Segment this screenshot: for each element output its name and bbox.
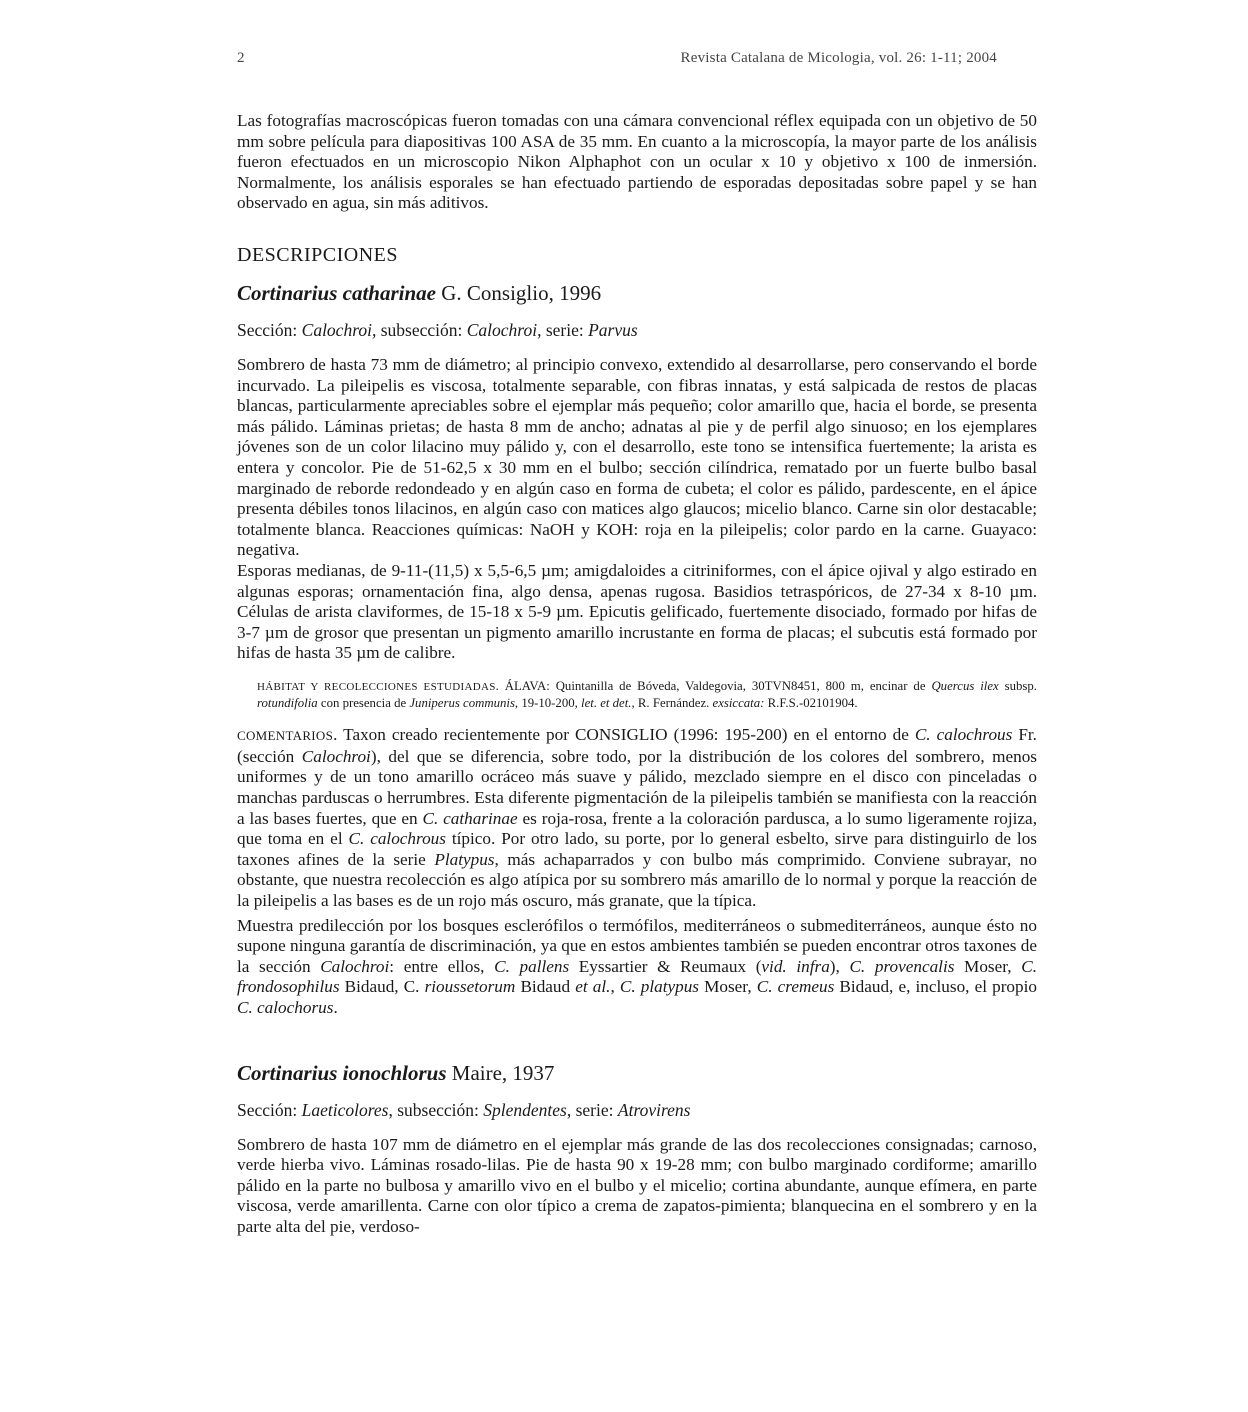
habitat-note-catharinae: [257, 678, 1037, 711]
ecology-italic: C. platypus: [619, 977, 699, 997]
journal-citation: Revista Catalana de Micologia, vol. 26: 1-11; 2004: [680, 50, 997, 66]
series-value: Parvus: [588, 319, 638, 340]
habitat-italic: exsiccata:: [712, 696, 765, 711]
ecology-italic: C. provencalis: [849, 956, 955, 976]
species-title-ionochlorus: [237, 1061, 1037, 1086]
habitat-italic: Quercus ilex: [931, 678, 999, 693]
ecology-text: Moser,: [698, 977, 757, 997]
ecology-text: ),: [829, 956, 850, 976]
ecology-text: Bidaud: [515, 977, 576, 997]
classification-catharinae: [237, 320, 1037, 341]
classification-ionochlorus: [237, 1100, 1037, 1121]
section-heading: DESCRIPCIONES: [237, 243, 398, 266]
ecology-text: Moser,: [954, 956, 1022, 976]
habitat-italic: let. et det.: [581, 696, 632, 711]
ecology-italic: C. cremeus: [756, 977, 835, 997]
ecology-text: Bidaud, C.: [339, 977, 425, 997]
ecology-italic: et al.: [575, 977, 611, 997]
ecology-text: Bidaud, e, incluso, el propio: [834, 977, 1037, 997]
comments-italic: C. calochrous: [348, 829, 446, 849]
page-number: 2: [237, 50, 245, 66]
running-header: [237, 50, 1037, 74]
habitat-italic: rotundifolia: [257, 696, 318, 711]
macro-description-ionochlorus: Sombrero de hasta 107 mm de diámetro en el ejemplar más grande de las dos recolecciones consignadas; carnoso, verde hierba vivo. Láminas rosado-lilas. Pie de hasta 90 x 19-28 mm; con bulbo marginado cordiforme; amarillo pálido en la parte no bulbosa y amarillo vivo en el bulbo y el micelio; cortina abundante, aunque efímera, en parte viscosa, verde amarillenta. Carne con olor típico a crema de zapatos-pimienta; blanquecina en el sombrero y en la parte alta del pie, verdoso-: [237, 1134, 1037, 1236]
comments-text: Fr. (sección: [237, 725, 1037, 766]
ecology-text: .: [333, 998, 338, 1017]
species-author: G. Consiglio, 1996: [435, 280, 602, 305]
habitat-text: R.F.S.-02101904.: [764, 696, 858, 711]
comments-text: ), del que se diferencia, sobre todo, por la distribución de los colores del sombrero, menos uniformes y de un tono amarillo ocráceo más suave y pálido, mezclado siempre en el disco con pinceladas o manchas parduscas o herrumbres. Esta diferente pigmentación de la pileipelis también se manifiesta con la reacción a las bases fuertes, que en: [237, 746, 1037, 828]
section-value: Laeticolores: [301, 1099, 389, 1120]
comments-italic: Platypus: [434, 849, 495, 869]
habitat-label: HÁBITAT Y RECOLECCIONES ESTUDIADAS: [257, 680, 496, 693]
subsection-label: , subsección:: [388, 1099, 484, 1120]
comments-italic: C. calochrous: [914, 725, 1013, 745]
micro-description-catharinae: Esporas medianas, de 9-11-(11,5) x 5,5-6,5 µm; amigdaloides a citriniformes, con el ápice ojival y algo estirado en algunas esporas; ornamentación fina, algo densa, apenas rugosa. Basidios tetraspóricos, de 27-34 x 8-10 µm. Células de arista claviformes, de 15-18 x 5-9 µm. Epicutis gelificado, fuertemente disociado, formado por hifas de 3-7 µm de grosor que presentan un pigmento amarillo incrustante en forma de placas; el subcutis está formado por hifas de hasta 35 µm de calibre.: [237, 560, 1037, 663]
ecology-paragraph: [237, 916, 1037, 1019]
ecology-text: : entre ellos,: [389, 956, 495, 976]
comments-italic: Calochroi: [301, 746, 371, 766]
species-author: Maire, 1937: [446, 1060, 555, 1085]
comments-text: . Taxon creado recientemente por CONSIGLIO (1996: 195-200) en el entorno de: [333, 725, 915, 745]
subsection-value: Splendentes: [483, 1099, 567, 1120]
comments-label: COMENTARIOS: [237, 728, 334, 744]
comments-italic: C. catharinae: [422, 808, 518, 828]
ecology-italic: vid. infra: [761, 956, 830, 976]
page-body: [237, 111, 1037, 1238]
methods-paragraph: Las fotografías macroscópicas fueron tomadas con una cámara convencional réflex equipada con un objetivo de 50 mm sobre película para diapositivas 100 ASA de 35 mm. En cuanto a la microscopía, la mayor parte de los análisis fueron efectuados en un microscopio Nikon Alphaphot con un ocular x 10 y objetivo x 100 de inmersión. Normalmente, los análisis esporales se han efectuado partiendo de esporadas depositadas sobre papel y se han observado en agua, sin más aditivos.: [237, 111, 1037, 213]
ecology-italic: rioussetorum: [424, 977, 516, 997]
species-title-catharinae: [237, 281, 1037, 306]
habitat-text: con presencia de: [317, 696, 410, 711]
habitat-text: , 19-10-200,: [514, 696, 582, 711]
comments-text: es roja-rosa, frente a la coloración parduscа, a lo sumo ligeramente rojiza, que toma en el: [237, 808, 1037, 849]
species-name: Cortinarius catharinae: [237, 280, 436, 305]
subsection-value: Calochroi,: [466, 319, 542, 340]
ecology-text: Eyssartier & Reumaux (: [569, 956, 762, 976]
series-label: serie:: [541, 319, 589, 340]
comments-text: típico. Por otro lado, su porte, por lo general esbelto, sirve para distinguirlo de los taxones afines de la serie: [237, 829, 1037, 869]
habitat-text: subsp.: [998, 678, 1037, 693]
species-name: Cortinarius ionochlorus: [237, 1060, 447, 1085]
series-value: Atrovirens: [617, 1099, 691, 1120]
habitat-text: , R. Fernández.: [631, 696, 713, 711]
subsection-label: subsección:: [376, 319, 467, 340]
comments-paragraph: [237, 725, 1037, 911]
habitat-italic: Juniperus communis: [409, 696, 515, 711]
section-label: Sección:: [237, 319, 302, 340]
macro-description-catharinae: Sombrero de hasta 73 mm de diámetro; al principio convexo, extendido al desarrollarse, pero conservando el borde incurvado. La pileipelis es viscosa, totalmente separable, con fibras innatas, y está salpicada de restos de placas blancas, particularmente apreciables sobre el ejemplar más pequeño; color amarillo que, hacia el borde, se presenta más pálido. Láminas prietas; de hasta 8 mm de ancho; adnatas al pie y de perfil algo sinuoso; en los ejemplares jóvenes son de un color lilacino muy pálido y, con el desarrollo, este tono se intensifica fuertemente; la arista es entera y concolor. Pie de 51-62,5 x 30 mm en el bulbo; sección cilíndrica, rematado por un fuerte bulbo basal marginado de reborde redondeado y en algún caso en forma de cubeta; el color es pálido, pardescente, en el ápice presenta débiles tonos lilacinos, en algún caso con matices algo glaucos; micelio blanco. Carne sin olor destacable; totalmente blanca. Reacciones químicas: NaOH y KOH: roja en la pileipelis; color pardo en la carne. Guayaco: negativa.: [237, 354, 1037, 560]
series-label: , serie:: [566, 1099, 618, 1120]
ecology-italic: Calochroi: [320, 956, 390, 976]
ecology-italic: C. pallens: [494, 956, 570, 976]
section-label: Sección:: [237, 1099, 302, 1120]
ecology-text: Muestra predilección por los bosques esclerófilos o termófilos, mediterráneos o submediterráneos, aunque ésto no supone ninguna garantía de discriminación, ya que en estos ambientes también se pueden encontrar otros taxones de la sección: [237, 915, 1037, 976]
ecology-italic: C. calochorus: [237, 998, 334, 1017]
ecology-text: ,: [610, 977, 620, 997]
comments-text: , más achaparrados y con bulbo más comprimido. Conviene subrayar, no obstante, que nuestra recolección es algo atípica por su sombrero más amarillo de lo normal y porque la reacción de la pileipelis a las bases es de un rojo más oscuro, más granate, que la típica.: [237, 849, 1037, 911]
section-value: Calochroi,: [301, 319, 377, 340]
habitat-text: . ÁLAVA: Quintanilla de Bóveda, Valdegovia, 30TVN8451, 800 m, encinar de: [495, 678, 932, 693]
ecology-italic: C. frondosophilus: [237, 956, 1037, 997]
